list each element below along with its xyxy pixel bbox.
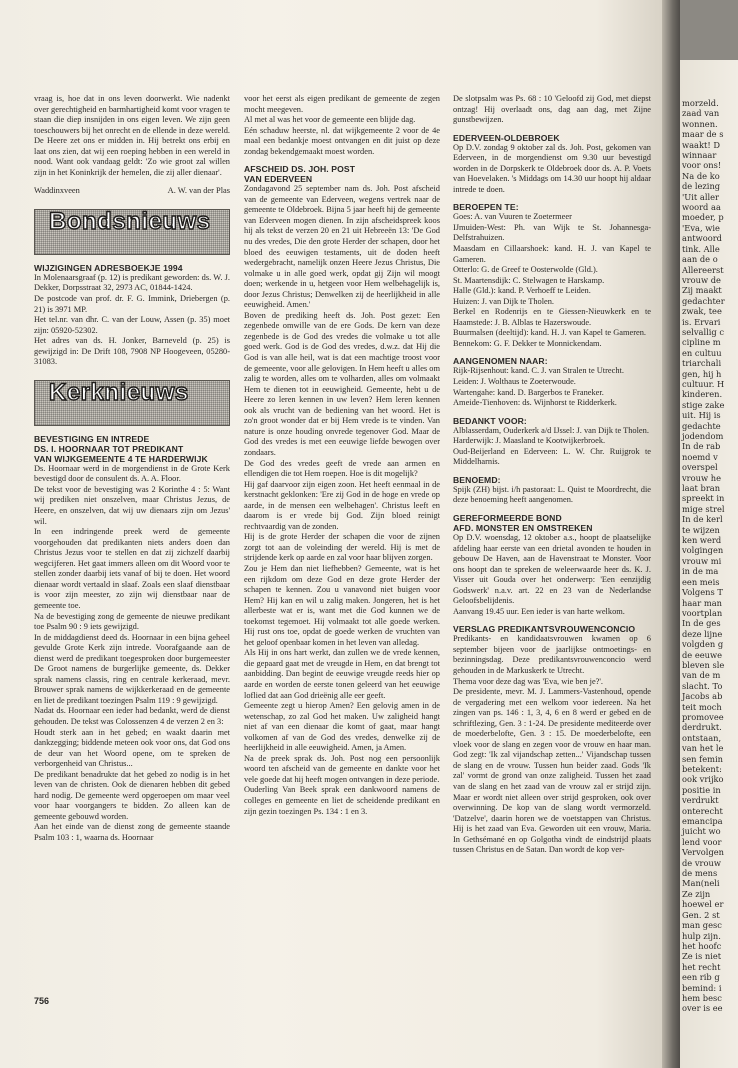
paragraph: Maasdam en Cillaarshoek: kand. H. J. van Kapel te Gameren. (453, 244, 651, 264)
paragraph: In Molenaarsgraaf (p. 12) is predikant geworden: ds. W. J. Dekker, Dorpsstraat 32, 2973 AC, 01844-1424. (34, 272, 230, 293)
fragment-line: bleven sle (682, 659, 725, 670)
fragment-line: teit moch (682, 701, 722, 712)
fragment-line: gedachte (682, 420, 721, 431)
bedankt-list (453, 426, 651, 468)
fragment-line: uit. Hij is (682, 410, 721, 421)
next-page-edge (680, 60, 738, 1068)
paragraph: Goes: A. van Vuuren te Zoetermeer (453, 212, 572, 222)
article-signature (34, 186, 230, 197)
next-page-fragments (682, 98, 738, 1014)
heading-gereformeerde-bond-1: GEREFORMEERDE BOND (453, 512, 562, 523)
fragment-line: woord aa (682, 202, 721, 213)
fragment-line: ken werd (682, 535, 722, 546)
paragraph: De presidente, mevr. M. J. Lammers-Vastenhoud, opende de vergadering met een welkom voor iedereen. Na het zingen van ps. 146 : 1, 3, 4, 6 en 8 werd er gebed en de schriftlezing, Gen. 3 : 1-24. De presidente mediteerde over de moederbelofte, Gen. 3 : 15. De moederbelofte, een vloek voor de slang en zegen voor de vrouw en haar man. God zegt: 'Ik zal vijandschap zetten...' Vijandschap tussen de slang en de vrouw. Tussen hun beider zaad. Gods 'Ik zal' vormt de grond van onze zaligheid. Tussen het zaad van de slang en het zaad van de vrouw zal er strijd zijn. Maar er wordt niet alleen over strijd gesproken, ook over overwinning. De kop van de slang wordt vermorzeld. 'Datzelve', daarin horen we de voetstappen van Christus. Hij is het zaad van Eva. Geworden uit een vrouw, Maria. In Gethsémané en op Golgotha vindt de eindstrijd plaats tussen Christus en de Satan. Dan wordt de kop ver- (453, 687, 651, 855)
paragraph: Eén schaduw heerste, nl. dat wijkgemeente 2 voor de 4e maal een bedankje moest ontvangen en dit juist op deze zondag bekendgemaakt moest worden. (244, 125, 440, 156)
paragraph: Na de bevestiging zong de gemeente de nieuwe predikant toe Psalm 90 : 9 iets gewijzigd. (34, 611, 230, 632)
fragment-line: maar de s (682, 129, 724, 140)
paragraph: Huizen: J. van Dijk te Tholen. (453, 296, 555, 306)
fragment-line: derdrukt. (682, 722, 722, 733)
paragraph: Op D.V. woensdag, 12 oktober a.s., hoopt de plaatselijke afdeling haar eerste van een drietal avonden te houden in gebouw De Haven, aan de Havenstraat te Monster. Voor ons hoopt dan te spreken de weleerwaarde heer ds. K. J. Visser uit Gouda over het onderwerp: 'Een eenzijdig Godswerk' n.a.v. art. 22 en 23 van de Nederlandse Geloofsbelijdenis. (453, 532, 651, 606)
verslag-text (453, 634, 651, 855)
aangenomen-list (453, 366, 651, 408)
heading-verslag: VERSLAG PREDIKANTSVROUWENCONCIO (453, 624, 636, 635)
paragraph: Berkel en Rodenrijs en te Giessen-Nieuwkerk en te Haamstede: J. B. Alblas te Hazerswoude. (453, 307, 651, 327)
paragraph: Gemeente zegt u hierop Amen? Een gelovig amen in de wetenschap, zo zal God het maken. Uw zaligheid hangt niet af van een dienaar die komt of gaat, maar hangt volkomen af van de God des vredes, denwelke zij de heerlijkheid in alle eeuwigheid. Amen, ja Amen. (244, 701, 440, 753)
fragment-line: aan de o (682, 254, 718, 265)
fragment-line: onterecht (682, 805, 723, 816)
fragment-line: in de ma (682, 566, 719, 577)
fragment-line: triarchali (682, 358, 722, 369)
fragment-line: In de ges (682, 618, 721, 629)
paragraph: Zondagavond 25 september nam ds. Joh. Post afscheid van de gemeente van Ederveen, wegens vertrek naar de gemeente te Oldebroek. Bijna 5 jaar heeft hij de gemeente van Ederveen mogen dienen. In zijn afscheidspreek koos hij als tekst de verzen 20 en 21 uit Hebreeën 13: 'De God nu des vredes, Die den grote Herder der schapen, door het bloed des eeuwigen testaments, uit de doden heeft wedergebracht, namelijk onzen Heere Jezus Christus, Die volmake u in alle goed werk, opdat gij Zijn wil moogt doen; werkende in u, hetgeen voor Hem welbehagelijk is, door Jezus Christus; Denwelken zij de heerlijkheid in alle eeuwigheid. Amen.' (244, 184, 440, 310)
paragraph: Aanvang 19.45 uur. Een ieder is van harte welkom. (453, 606, 625, 616)
heading-afscheid-2: VAN EDERVEEN (244, 174, 313, 185)
fragment-line: selvallig c (682, 326, 725, 337)
fragment-line: juicht wo (682, 826, 721, 837)
fragment-line: hem besc (682, 992, 722, 1003)
fragment-line: een meis (682, 576, 720, 587)
ederveen-text: Op D.V. zondag 9 oktober zal ds. Joh. Post, gekomen van Ederveen, in de morgendienst om 9.30 uur bevestigd worden in de Dorpskerk te Oldebroek door ds. A. P. Voets van Hoevelaken. 's Middags om 14.30 uur hoopt hij aldaar intrede te doen. (453, 142, 651, 194)
paragraph: St. Maartensdijk: C. Stelwagen te Harskamp. (453, 275, 605, 285)
fragment-line: de lezing (682, 181, 721, 192)
paragraph: Nadat ds. Hoornaar een ieder had bedankt, werd de dienst gehouden. De tekst was Colossenzen 4 de verzen 2 en 3: (34, 706, 230, 726)
fragment-line: hoewel er (682, 899, 724, 910)
book-gutter (662, 0, 680, 1068)
fragment-line: noemd v (682, 451, 718, 462)
fragment-line: laat bran (682, 483, 721, 494)
paragraph: Oud-Beijerland en Ederveen: L. W. Chr. Ruijgrok te Middelharnis. (453, 446, 651, 467)
paragraph: Predikants- en kandidaatsvrouwen kwamen op 6 september bijeen voor de jaarlijkse ontmoetings- en bezinningsdag. Deze predikantsvrouwenconcio werd gehouden in de Markuskerk te Utrecht. (453, 634, 651, 675)
heading-gereformeerde-bond-2: AFD. MONSTER EN OMSTREKEN (453, 522, 593, 533)
fragment-line: jodendom (682, 431, 724, 441)
paragraph: Het tel.nr. van dhr. C. van der Louw, Assen (p. 35) moet zijn: 05920-52302. (34, 315, 230, 335)
heading-benoemd: BENOEMD: (453, 474, 501, 485)
bevestiging-continued-text (244, 94, 440, 157)
signature-place: Waddinxveen (34, 186, 80, 196)
paragraph: Boven de prediking heeft ds. Joh. Post gezet: Een zegenbede omwille van de ere Gods. De kern van deze zegenbede is de God des vredes die volmake u tot alle goed werk. God is de God des vredes, d.w.z. dat Hij die God is van alle heil, wat is dat een machtige troost voor de gemeente, voor alle gelovigen. In Hem heeft u alles om zalig te worden, alles om te volharden, alles om volmaakt Hem te dienen tot in eeuwigheid. Gemeente, hebt u de Heere zo leren kennen in uw leven? Hem leren kennen ook als vrucht van de bediening van het woord. Het is zo'n groot wonder dat er bij Hem vrede is te vinden. Van nature is onze houding onvrede tegenover God. Maar de God des vredes is met een eeuwige liefde bewogen over zondaars. (244, 310, 440, 457)
paragraph: Houdt sterk aan in het gebed; en waakt daarin met dankzegging; biddende meteen ook voor ons, dat God ons de deur van het Woord opene, om te spreken de verborgenheid van Christus... (34, 727, 230, 769)
paragraph: De tekst voor de bevestiging was 2 Korinthe 4 : 5: Want wij prediken niet onszelven, maar Christus Jezus, de Heere, en onszelven, dat wij uw dienaars zijn om Jezus' wil. (34, 484, 230, 526)
fragment-line: de mens (682, 868, 718, 879)
fragment-line: stige zake (682, 399, 725, 410)
fragment-line: deze lijne (682, 628, 723, 639)
paragraph: IJmuiden-West: Ph. van Wijk te St. Johannesga-Delfstrahuizen. (453, 222, 651, 243)
paragraph: De predikant benadrukte dat het gebed zo nodig is in het leven van de christen. Ook de dienaren hebben dit gebed hard nodig. De gemeente werd opgeroepen om maar veel voor haar voorgangers te bidden. Zo alleen kan de gemeente gebouwd worden. (34, 769, 230, 821)
paragraph: Aan het einde van de dienst zong de gemeente staande Psalm 103 : 1, waarna ds. Hoornaar (34, 822, 230, 842)
fragment-line: antwoord (682, 233, 722, 244)
fragment-line: kinderen. (682, 389, 723, 400)
paragraph: De postcode van prof. dr. F. G. Immink, Driebergen (p. 21) is 3971 MP. (34, 294, 230, 314)
fragment-line: waakt! D (682, 139, 720, 150)
bevestiging-text (34, 464, 230, 844)
fragment-line: Ze zijn (682, 888, 711, 899)
column-2 (244, 94, 440, 817)
column-3 (453, 94, 651, 856)
fragment-line: en cultuu (682, 347, 722, 358)
fragment-line: morzeld. (682, 98, 719, 108)
article-ending-text: vraag is, hoe dat in ons leven doorwerkt. Wie nadenkt over gerechtigheid en barmhartigheid komt voor vragen te staan die diep insnijden in ons eigen leven. We zijn geen toeschouwers bij het onrecht en de ellende in deze wereld. De Heere zet ons er midden in. Hij betrekt ons erbij en laat ons zien, dat wij een roeping hebben in een wereld in nood. Want ook vandaag geldt: 'Zo wie groot zal willen zijn in het Koninkrijk der hemelen, die zij aller dienaar'. (34, 94, 230, 177)
heading-bevestiging-3: VAN WIJKGEMEENTE 4 TE HARDERWIJK (34, 453, 208, 464)
fragment-line: het hoofc (682, 940, 722, 951)
paragraph: Ouderling Van Beek sprak een dankwoord namens de colleges en gemeente en liet de scheidende predikant en zijn gezin toezingen Ps. 134 : 1 en 3. (244, 785, 440, 816)
section-banner-bondsnieuws (34, 209, 230, 255)
fragment-line: winnaar (682, 150, 717, 161)
fragment-line: cultuur. H (682, 378, 725, 389)
fragment-line: vrouw mi (682, 555, 722, 566)
fragment-line: te wijzen (682, 524, 720, 535)
fragment-line: over is ee (682, 1003, 723, 1014)
fragment-line: In de rab (682, 441, 721, 452)
fragment-line: lend voor (682, 836, 722, 847)
page-number: 756 (34, 996, 50, 1006)
fragment-line: een rib g (682, 972, 720, 983)
fragment-line: Allereerst (682, 264, 724, 275)
fragment-line: gen, hij h (682, 368, 722, 379)
fragment-line: Volgens T (682, 587, 723, 598)
fragment-line: emancipa (682, 816, 723, 827)
fragment-line: hulp zijn. (682, 930, 721, 941)
heading-adresboekje: WIJZIGINGEN ADRESBOEKJE 1994 (34, 262, 183, 273)
fragment-line: Vervolgen (682, 847, 725, 858)
paragraph: Thema voor deze dag was 'Eva, wie ben je?'. (453, 676, 603, 686)
paragraph: Rijk-Rijsenhout: kand. C. J. van Stralen te Utrecht. (453, 366, 624, 376)
column-1 (34, 94, 230, 844)
signature-author: A. W. van der Plas (167, 186, 230, 196)
fragment-line: man gesc (682, 920, 722, 931)
fragment-line: Man(neli (682, 878, 720, 889)
fragment-line: volgden g (682, 639, 724, 650)
fragment-line: In de kerl (682, 514, 723, 525)
fragment-line: de eeuwe (682, 649, 723, 660)
paragraph: Ameide-Tienhoven: ds. Wijnhorst te Ridderkerk. (453, 398, 617, 408)
heading-afscheid-1: AFSCHEID DS. JOH. POST (244, 164, 356, 175)
paragraph: Al met al was het voor de gemeente een blijde dag. (244, 115, 416, 125)
paragraph: In een indringende preek werd de gemeente voorgehouden dat predikanten niets anders doen dan Christus Jezus voor te stellen en dat zij zichzelf daarbij wegcijferen. Het gaat immers alleen om dit Woord voor te stellen zonder daarbij iets vanaf of bij te doen. Het woord dienaar wordt vertaald in slaaf. Zoals een slaaf dienstbaar is voor zijn meester, zo zijn wij dienstbaar naar de gemeente toe. (34, 527, 230, 610)
heading-bedankt: BEDANKT VOOR: (453, 415, 527, 426)
heading-bevestiging-1: BEVESTIGING EN INTREDE (34, 433, 150, 444)
fragment-line: van de m (682, 670, 721, 681)
adresboekje-text (34, 273, 230, 368)
paragraph: Hij gaf daarvoor zijn eigen zoon. Het heeft eenmaal in de kerstnacht geklonken: 'Ere zij God in de hoge en vrede op aarde, in de mensen een welbehagen'. Christus leeft en daarom is er vrede bij God. Zijn bloed reinigt rechtvaardig van de zonden. (244, 479, 440, 531)
paragraph: Bennekom: G. F. Dekker te Monnickendam. (453, 338, 602, 348)
gereformeerde-bond-text (453, 533, 651, 617)
paragraph: Als Hij in ons hart werkt, dan zullen we de vrede kennen, die gepaard gaat met de vreugde in Hem, en dat brengt tot aanbidding. Dan begint de eeuwige vreugde reeds hier op aarde en worden de eerste tonen geleerd van het eeuwige loflied dat aan God drieënig alle eer geeft. (244, 648, 440, 700)
fragment-line: voor ons! (682, 160, 722, 171)
fragment-line: haar man (682, 597, 722, 608)
paragraph: Harderwijk: J. Maasland te Kootwijkerbroek. (453, 436, 606, 446)
fragment-line: positie in (682, 784, 721, 795)
paragraph: Zou je Hem dan niet liefhebben? Gemeente, wat is het een rijkdom om deze God en deze grote Herder der schapen te kennen. Zou u vanavond niet buigen voor Hem? Hij kan en wil u zalig maken. Jongeren, het is het allerbeste wat er is, want met die God kunnen we de toekomst tegemoet. Hij volmaakt tot alle goede werken. Hij rust ons toe, opdat de goede werken de vruchten van het geloof openbaar komen in het leven van alledag. (244, 563, 440, 647)
fragment-line: ook vrijko (682, 774, 724, 785)
paragraph: Leiden: J. Wolthaus te Zoeterwoude. (453, 377, 576, 387)
paragraph: Na de preek sprak ds. Joh. Post nog een persoonlijk woord ten afscheid van de gemeente en dankte voor het vele goede dat hij heeft mogen ontvangen in deze periode. (244, 753, 440, 784)
fragment-line: overspel (682, 462, 718, 473)
paragraph: De God des vredes geeft de vrede aan armen en ellendigen die tot Hem roepen. Hoe is dit mogelijk? (244, 458, 440, 479)
section-banner-kerknieuws (34, 380, 230, 426)
paragraph: Buurmalsen (deeltijd): kand. H. J. van Kapel te Gameren. (453, 328, 647, 338)
fragment-line: slacht. To (682, 680, 723, 691)
paragraph: Alblasserdam, Ouderkerk a/d IJssel: J. van Dijk te Tholen. (453, 425, 649, 435)
fragment-line: de vrouw (682, 857, 721, 868)
section-banner-title: Bondsnieuws (49, 207, 211, 235)
fragment-line: Na de ko (682, 170, 720, 181)
fragment-line: zwak, tee (682, 306, 722, 317)
section-banner-title: Kerknieuws (49, 378, 189, 406)
paragraph: Hij is de grote Herder der schapen die voor de zijnen zorgt tot aan de voleinding der wereld. Hij is met de strijdende kerk op aarde en zal voor haar blijven zorgen. (244, 532, 440, 563)
fragment-line: volgingen (682, 545, 724, 556)
paragraph: voor het eerst als eigen predikant de gemeente de zegen mocht meegeven. (244, 94, 440, 114)
heading-ederveen-oldebroek: EDERVEEN-OLDEBROEK (453, 132, 560, 143)
paragraph: Ds. Hoornaar werd in de morgendienst in de Grote Kerk bevestigd door de consulent ds. A. A. Floor. (34, 463, 230, 484)
fragment-line: voortplan (682, 607, 723, 618)
fragment-line: gedachter (682, 295, 725, 306)
fragment-line: moeder, p (682, 212, 724, 223)
fragment-line: 'Eva, wie (682, 222, 720, 233)
heading-bevestiging-2: DS. I. HOORNAAR TOT PREDIKANT (34, 443, 184, 454)
fragment-line: van het le (682, 743, 724, 754)
fragment-line: is. Ervari (682, 316, 721, 327)
fragment-line: cipline m (682, 337, 721, 348)
fragment-line: wonnen. (682, 118, 718, 129)
fragment-line: bemind: i (682, 982, 722, 993)
fragment-line: Zij maakt (682, 285, 722, 296)
fragment-line: sen femin (682, 753, 723, 764)
heading-beroepen: BEROEPEN TE: (453, 202, 519, 213)
paragraph: In de middagdienst deed ds. Hoornaar in een bijna geheel gevulde Grote Kerk zijn intrede. Voorafgaande aan de dienst werd de predikant toegesproken door burgemeester De Groot namens de burgerlijke gemeente, ds. Dekker sprak namens classis, ring en centrale kerkeraad, mevr. Brouwer sprak namens de wijkkerkeraad en de gemeente en liet de predikant toezingen Psalm 119 : 9 gewijzigd. (34, 632, 230, 705)
fragment-line: vrouw he (682, 472, 721, 483)
heading-aangenomen: AANGENOMEN NAAR: (453, 356, 548, 367)
afscheid-continued-text: De slotpsalm was Ps. 68 : 10 'Geloofd zij God, met diepst ontzag! Hij overlaadt ons, dag aan dag, met Zijne gunstbewijzen. (453, 94, 651, 125)
fragment-line: het recht (682, 961, 721, 972)
fragment-line: zaad van (682, 108, 720, 119)
afscheid-text (244, 184, 440, 817)
paragraph: Het adres van ds. H. Jonker, Barneveld (p. 25) is gewijzigd in: De Drift 108, 7908 NP Hoogeveen, 05280-31083. (34, 336, 230, 367)
beroepen-list (453, 212, 651, 349)
fragment-line: vrouw de (682, 274, 721, 285)
fragment-line: ontstaan, (682, 732, 722, 743)
fragment-line: Ze is niet (682, 951, 722, 962)
paragraph: Halle (Gld.): kand. P. Verhoeff te Leiden. (453, 286, 591, 296)
paragraph: Otterlo: G. de Greef te Oosterwolde (Gld.). (453, 265, 598, 275)
fragment-line: 'Uit aller (682, 191, 720, 202)
benoemd-text: Spijk (ZH) bijst. i/h pastoraat: L. Quist te Moordrecht, die deze benoeming heeft aangenomen. (453, 484, 651, 505)
fragment-line: spreekt in (682, 493, 725, 504)
fragment-line: betekent: (682, 764, 722, 774)
paragraph: Wartengahe: kand. D. Bargerbos te Franeker. (453, 387, 604, 397)
fragment-line: mige strel (682, 503, 725, 514)
fragment-line: Gen. 2 st (682, 909, 720, 920)
fragment-line: promovee (682, 711, 724, 722)
fragment-line: tink. Alle (682, 243, 720, 254)
fragment-line: verdrukt (682, 795, 719, 806)
fragment-line: Jacobs ab (682, 691, 723, 702)
